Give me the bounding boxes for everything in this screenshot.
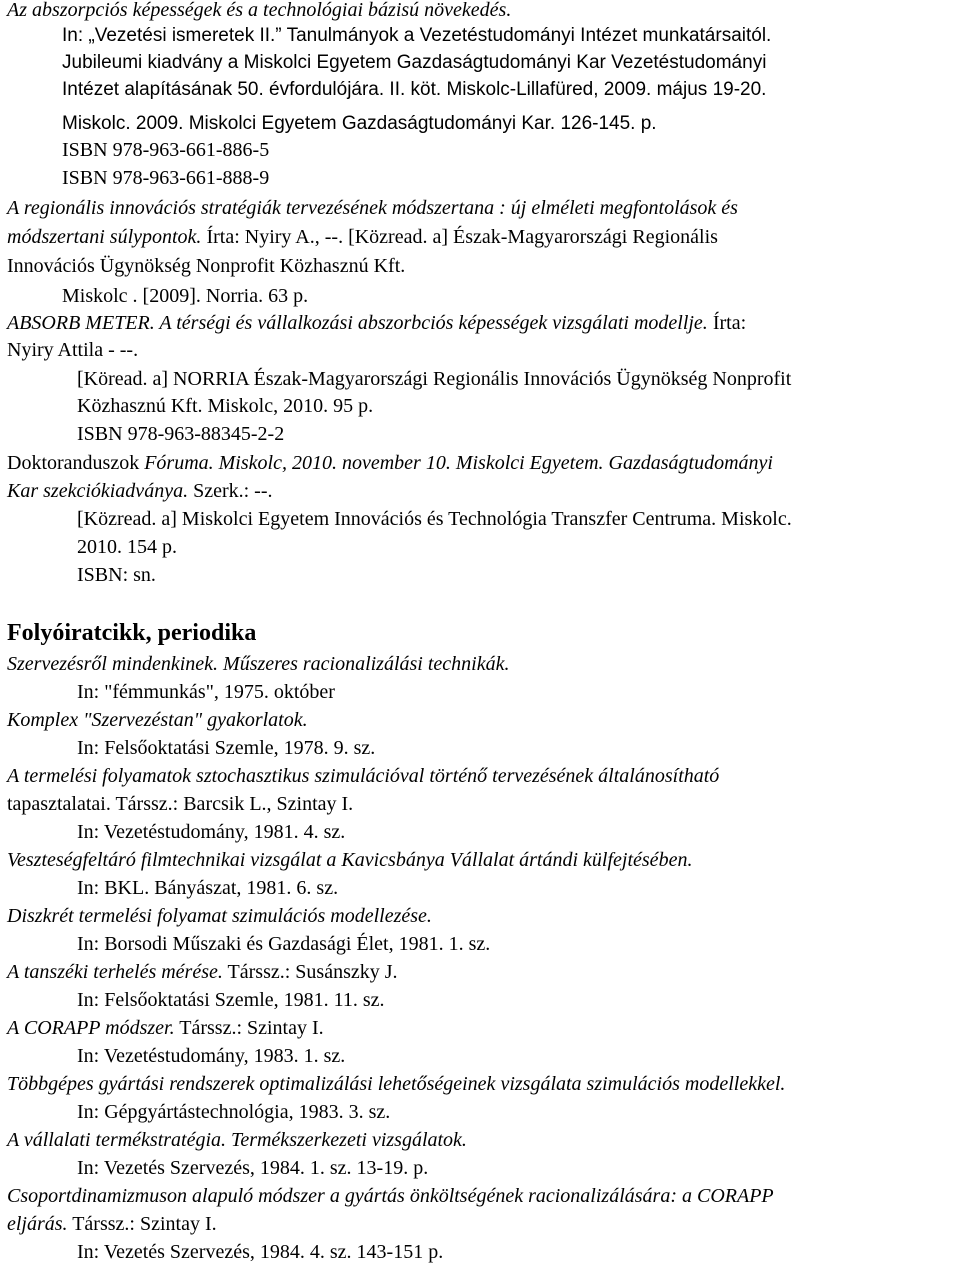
section-heading: Folyóiratcikk, periodika xyxy=(7,620,257,646)
article-source: In: Felsőoktatási Szemle, 1978. 9. sz. xyxy=(77,737,376,759)
article-source: In: Borsodi Műszaki és Gazdasági Élet, 1981. 1. sz. xyxy=(77,933,491,955)
bib-entry-line: Innovációs Ügynökség Nonprofit Közhasznú Kft. xyxy=(7,255,406,277)
italic-title: Diszkrét termelési folyamat szimulációs modellezése. xyxy=(7,905,432,927)
article-coauthor: Társsz.: Szintay I. xyxy=(67,1213,217,1235)
bib-entry-line: 2010. 154 p. xyxy=(77,536,177,558)
article-title xyxy=(7,848,692,872)
bib-source-line: In: „Vezetési ismeretek II.” Tanulmányok a Vezetéstudományi Intézet munkatársaitól. xyxy=(62,25,772,46)
italic-title: módszertani súlypontok. xyxy=(7,226,202,248)
italic-title: Veszteségfeltáró filmtechnikai vizsgálat a Kavicsbánya Vállalat ártándi külfejtésében. xyxy=(7,849,693,871)
bib-plain-text: Írta: xyxy=(707,312,747,334)
italic-title: Az abszorpciós képességek és a technológiai bázisú növekedés. xyxy=(7,0,512,21)
bib-source-line: Miskolc. 2009. Miskolci Egyetem Gazdaságtudományi Kar. 126-145. p. xyxy=(62,113,657,134)
article-title-continued: tapasztalatai. Társsz.: Barcsik L., Szintay I. xyxy=(7,793,354,815)
article-source: In: Vezetéstudomány, 1983. 1. sz. xyxy=(77,1045,346,1067)
article-title xyxy=(7,1072,785,1096)
bib-entry-line: [Közread. a] Miskolci Egyetem Innovációs és Technológia Transzfer Centruma. Miskolc. xyxy=(77,508,792,530)
bib-plain-text: Doktoranduszok xyxy=(7,452,145,474)
bib-entry-line xyxy=(7,479,273,503)
article-title xyxy=(7,708,308,732)
italic-title: Kar szekciókiadványa. xyxy=(7,480,189,502)
article-source: In: Gépgyártástechnológia, 1983. 3. sz. xyxy=(77,1101,391,1123)
italic-title: Csoportdinamizmuson alapuló módszer a gyártás önköltségének racionalizálására: a CORAPP xyxy=(7,1185,774,1207)
article-title xyxy=(7,1184,774,1208)
bib-plain-text: Szerk.: --. xyxy=(188,480,273,502)
article-title xyxy=(7,652,509,676)
italic-title: A regionális innovációs stratégiák tervezésének módszertana : új elméleti megfontolások és xyxy=(7,197,738,219)
bib-entry-title xyxy=(7,0,511,22)
isbn-line: ISBN 978-963-661-886-5 xyxy=(62,139,270,161)
bib-entry-line: Nyiry Attila - --. xyxy=(7,339,139,361)
bib-entry-title xyxy=(7,451,773,475)
bib-entry-line: Miskolc . [2009]. Norria. 63 p. xyxy=(62,285,309,307)
article-title xyxy=(7,1128,467,1152)
article-source: In: BKL. Bányászat, 1981. 6. sz. xyxy=(77,877,339,899)
italic-title: A CORAPP módszer. xyxy=(7,1017,175,1039)
article-coauthor: Társsz.: Szintay I. xyxy=(174,1017,324,1039)
italic-title: Többgépes gyártási rendszerek optimalizálási lehetőségeinek vizsgálata szimulációs modellekkel. xyxy=(7,1073,786,1095)
italic-title: A termelési folyamatok sztochasztikus szimulációval történő tervezésének általánosítható xyxy=(7,765,720,787)
bib-source-line: Jubileumi kiadvány a Miskolci Egyetem Gazdaságtudományi Kar Vezetéstudományi xyxy=(62,52,767,73)
italic-title: Komplex "Szervezéstan" gyakorlatok. xyxy=(7,709,308,731)
bib-source-line: Intézet alapításának 50. évfordulójára. II. köt. Miskolc-Lillafüred, 2009. május 19-20. xyxy=(62,79,767,100)
bib-entry-title xyxy=(7,311,746,335)
article-title xyxy=(7,960,398,984)
italic-title: Fóruma. Miskolc, 2010. november 10. Miskolci Egyetem. Gazdaságtudományi xyxy=(144,452,773,474)
article-source: In: Felsőoktatási Szemle, 1981. 11. sz. xyxy=(77,989,385,1011)
isbn-line: ISBN 978-963-88345-2-2 xyxy=(77,423,285,445)
article-source: In: Vezetés Szervezés, 1984. 4. sz. 143-151 p. xyxy=(77,1241,444,1263)
isbn-line: ISBN: sn. xyxy=(77,564,156,586)
article-title xyxy=(7,764,719,788)
article-title xyxy=(7,1016,324,1040)
italic-title: A tanszéki terhelés mérése. xyxy=(7,961,223,983)
bib-entry-line: [Köread. a] NORRIA Észak-Magyarországi Regionális Innovációs Ügynökség Nonprofit xyxy=(77,368,792,390)
bib-entry-line: Közhasznú Kft. Miskolc, 2010. 95 p. xyxy=(77,395,374,417)
article-source: In: Vezetés Szervezés, 1984. 1. sz. 13-19. p. xyxy=(77,1157,429,1179)
article-coauthor: Társsz.: Susánszky J. xyxy=(222,961,398,983)
italic-title: Szervezésről mindenkinek. Műszeres racionalizálási technikák. xyxy=(7,653,510,675)
article-source: In: Vezetéstudomány, 1981. 4. sz. xyxy=(77,821,346,843)
italic-title: A vállalati termékstratégia. Termékszerkezeti vizsgálatok. xyxy=(7,1129,467,1151)
italic-title: ABSORB METER. A térségi és vállalkozási abszorbciós képességek vizsgálati modellje. xyxy=(7,312,708,334)
article-title xyxy=(7,904,432,928)
article-source: In: "fémmunkás", 1975. október xyxy=(77,681,335,703)
article-title-continued xyxy=(7,1212,217,1236)
bib-plain-text: Írta: Nyiry A., --. [Közread. a] Észak-Magyarországi Regionális xyxy=(201,226,718,248)
isbn-line: ISBN 978-963-661-888-9 xyxy=(62,167,270,189)
italic-title: eljárás. xyxy=(7,1213,68,1235)
bib-entry-title xyxy=(7,196,738,220)
bib-entry-line xyxy=(7,225,718,249)
